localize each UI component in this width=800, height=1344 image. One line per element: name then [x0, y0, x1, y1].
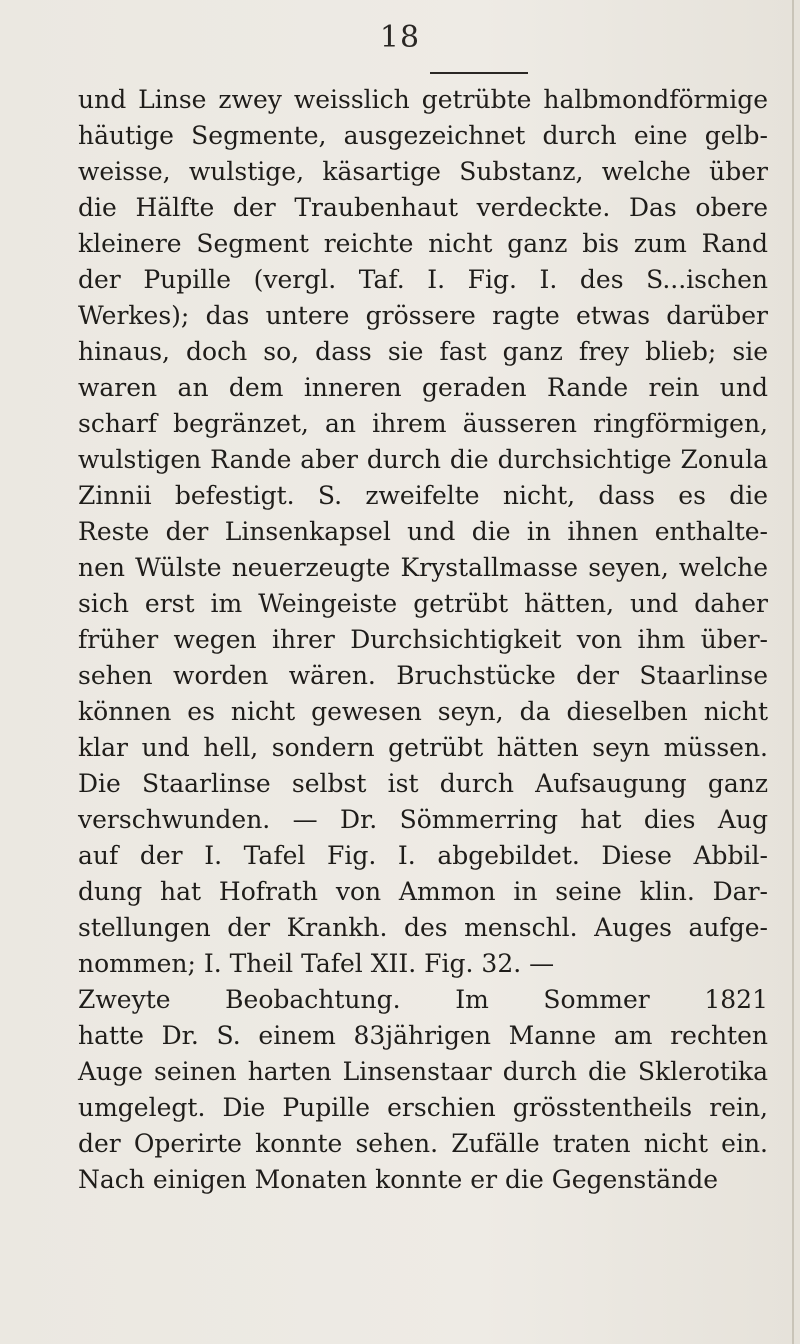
text-line: Die Staarlinse selbst ist durch Aufsaugung ganz	[78, 769, 768, 798]
text-line: umgelegt. Die Pupille erschien grösstentheils rein,	[78, 1093, 768, 1122]
text-line: nen Wülste neuerzeugte Krystallmasse seyen, welche	[78, 553, 768, 582]
text-line: dung hat Hofrath von Ammon in seine klin. Dar-	[78, 877, 768, 906]
text-line: scharf begränzet, an ihrem äusseren ringförmigen,	[78, 409, 768, 438]
text-line: klar und hell, sondern getrübt hätten seyn müssen.	[78, 733, 768, 762]
text-line: können es nicht gewesen seyn, da dieselben nicht	[78, 697, 768, 726]
text-line: wulstigen Rande aber durch die durchsichtige Zonula	[78, 445, 768, 474]
text-line: Werkes); das untere grössere ragte etwas darüber	[78, 301, 768, 330]
text-line: nommen; I. Theil Tafel XII. Fig. 32. —	[78, 949, 555, 978]
text-line: auf der I. Tafel Fig. I. abgebildet. Diese Abbil-	[78, 841, 768, 870]
text-line: hinaus, doch so, dass sie fast ganz frey blieb; sie	[78, 337, 768, 366]
text-line: früher wegen ihrer Durchsichtigkeit von ihm über-	[78, 625, 768, 654]
text-line: hatte Dr. S. einem 83jährigen Manne am rechten	[78, 1021, 768, 1050]
text-line: sich erst im Weingeiste getrübt hätten, und daher	[78, 589, 768, 618]
text-line: Auge seinen harten Linsenstaar durch die Sklerotika	[78, 1057, 768, 1086]
text-line: waren an dem inneren geraden Rande rein und	[78, 373, 768, 402]
text-line: der Pupille (vergl. Taf. I. Fig. I. des S...ischen	[78, 265, 768, 294]
text-line: Reste der Linsenkapsel und die in ihnen enthalte-	[78, 517, 768, 546]
text-line: die Hälfte der Traubenhaut verdeckte. Das obere	[78, 193, 768, 222]
text-line: stellungen der Krankh. des menschl. Auges aufge-	[78, 913, 768, 942]
body-text	[78, 82, 768, 1198]
text-line: Zinnii befestigt. S. zweifelte nicht, dass es die	[78, 481, 768, 510]
page-number: 18	[379, 20, 421, 55]
text-line: sehen worden wären. Bruchstücke der Staarlinse	[78, 661, 768, 690]
header-rule	[430, 72, 528, 74]
text-line: weisse, wulstige, käsartige Substanz, welche über	[78, 157, 768, 186]
text-line: der Operirte konnte sehen. Zufälle traten nicht ein.	[78, 1129, 768, 1158]
text-line: und Linse zwey weisslich getrübte halbmondförmige	[78, 85, 768, 114]
text-line: verschwunden. — Dr. Sömmerring hat dies Aug	[78, 805, 768, 834]
page-edge	[792, 0, 794, 1344]
text-line: häutige Segmente, ausgezeichnet durch eine gelb-	[78, 121, 768, 150]
text-line: kleinere Segment reichte nicht ganz bis zum Rand	[78, 229, 768, 258]
text-line: Nach einigen Monaten konnte er die Gegenstände	[78, 1165, 719, 1194]
text-line: Zweyte Beobachtung. Im Sommer 1821	[78, 985, 768, 1014]
